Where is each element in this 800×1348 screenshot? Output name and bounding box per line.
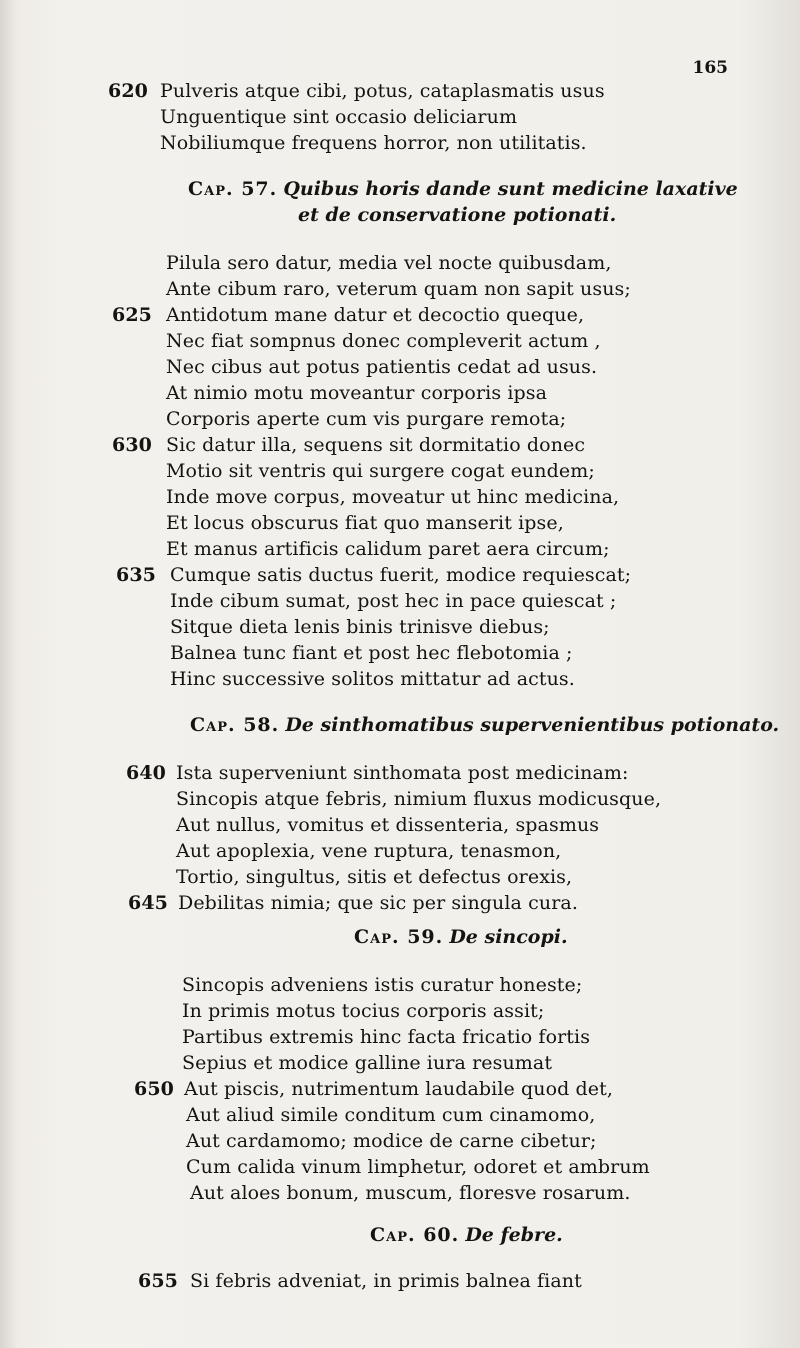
verse-line — [0, 666, 800, 692]
verse-line — [0, 328, 800, 354]
line-number: 655 — [138, 1270, 178, 1292]
verse-line — [0, 380, 800, 406]
line-number: 645 — [128, 892, 168, 914]
verse-line — [0, 250, 800, 276]
verse-line — [0, 1076, 800, 1102]
line-number: 630 — [112, 434, 152, 456]
chapter-number: Cap. 57. — [188, 178, 278, 200]
chapter-heading-continued — [298, 202, 800, 228]
verse-text: Aut aloes bonum, muscum, floresve rosarum. — [190, 1182, 631, 1204]
chapter-number: Cap. 59. — [354, 926, 444, 948]
verse-line — [0, 786, 800, 812]
chapter-heading — [354, 924, 800, 950]
verse-line — [0, 1180, 800, 1206]
line-number: 620 — [108, 80, 148, 102]
verse-line — [0, 614, 800, 640]
verse-text: Balnea tunc fiant et post hec flebotomia ; — [170, 642, 573, 664]
chapter-title-continued: et de conservatione potionati. — [298, 204, 617, 226]
chapter-number: Cap. 60. — [370, 1224, 460, 1246]
line-number: 640 — [126, 762, 166, 784]
verse-text: At nimio motu moveantur corporis ipsa — [166, 382, 548, 404]
line-number: 650 — [134, 1078, 174, 1100]
verse-text: Sincopis atque febris, nimium fluxus modicusque, — [176, 788, 662, 810]
verse-text: Tortio, singultus, sitis et defectus orexis, — [176, 866, 573, 888]
verse-text: Et locus obscurus fiat quo manserit ipse, — [166, 512, 564, 534]
line-number: 635 — [116, 564, 156, 586]
verse-line — [0, 130, 800, 156]
verse-text: Debilitas nimia; que sic per singula cura. — [178, 892, 578, 914]
verse-text: Sepius et modice galline iura resumat — [182, 1052, 553, 1074]
verse-text: Unguentique sint occasio deliciarum — [160, 106, 518, 128]
verse-line — [0, 838, 800, 864]
verse-line — [0, 864, 800, 890]
verse-text: Ante cibum raro, veterum quam non sapit usus; — [166, 278, 631, 300]
verse-line — [0, 1102, 800, 1128]
chapter-title: De sinthomatibus supervenientibus potionato. — [285, 714, 780, 736]
verse-line — [0, 302, 800, 328]
verse-line — [0, 458, 800, 484]
chapter-number: Cap. 58. — [190, 714, 280, 736]
verse-text: Sitque dieta lenis binis trinisve diebus; — [170, 616, 550, 638]
verse-line — [0, 890, 800, 916]
verse-line — [0, 78, 800, 104]
verse-line — [0, 406, 800, 432]
verse-text: Pilula sero datur, media vel nocte quibusdam, — [166, 252, 612, 274]
verse-line — [0, 104, 800, 130]
verse-text: Cumque satis ductus fuerit, modice requiescat; — [170, 564, 632, 586]
chapter-heading — [188, 176, 800, 202]
verse-text: Si febris adveniat, in primis balnea fiant — [190, 1270, 582, 1292]
verse-line — [0, 640, 800, 666]
verse-line — [0, 536, 800, 562]
verse-line — [0, 276, 800, 302]
verse-line — [0, 812, 800, 838]
verse-text: Aut aliud simile conditum cum cinamomo, — [186, 1104, 596, 1126]
chapter-title: De febre. — [465, 1224, 563, 1246]
verse-text: Aut piscis, nutrimentum laudabile quod det, — [184, 1078, 614, 1100]
chapter-title: Quibus horis dande sunt medicine laxative — [283, 178, 738, 200]
verse-text: Aut nullus, vomitus et dissenteria, spasmus — [176, 814, 600, 836]
verse-text: Aut apoplexia, vene ruptura, tenasmon, — [176, 840, 562, 862]
verse-line — [0, 1024, 800, 1050]
verse-line — [0, 1154, 800, 1180]
verse-text: Inde cibum sumat, post hec in pace quiescat ; — [170, 590, 617, 612]
verse-line — [0, 484, 800, 510]
verse-line — [0, 1050, 800, 1076]
verse-text: Ista superveniunt sinthomata post medicinam: — [176, 762, 629, 784]
verse-line — [0, 354, 800, 380]
verse-line — [0, 972, 800, 998]
verse-text: In primis motus tocius corporis assit; — [182, 1000, 545, 1022]
verse-text: Cum calida vinum limphetur, odoret et ambrum — [186, 1156, 650, 1178]
verse-text: Motio sit ventris qui surgere cogat eundem; — [166, 460, 595, 482]
chapter-heading — [190, 712, 800, 738]
verse-line — [0, 432, 800, 458]
verse-line — [0, 1268, 800, 1294]
verse-text: Pulveris atque cibi, potus, cataplasmatis usus — [160, 80, 605, 102]
verse-text: Sic datur illa, sequens sit dormitatio donec — [166, 434, 586, 456]
verse-line — [0, 998, 800, 1024]
verse-text: Aut cardamomo; modice de carne cibetur; — [186, 1130, 597, 1152]
verse-line — [0, 562, 800, 588]
verse-text: Nec fiat sompnus donec compleverit actum , — [166, 330, 601, 352]
verse-line — [0, 1128, 800, 1154]
verse-text: Inde move corpus, moveatur ut hinc medicina, — [166, 486, 620, 508]
chapter-title: De sincopi. — [449, 926, 568, 948]
verse-text: Antidotum mane datur et decoctio queque, — [166, 304, 585, 326]
verse-text: Corporis aperte cum vis purgare remota; — [166, 408, 567, 430]
verse-line — [0, 760, 800, 786]
verse-text: Hinc successive solitos mittatur ad actus. — [170, 668, 575, 690]
page-number: 165 — [692, 58, 728, 78]
verse-line — [0, 588, 800, 614]
verse-text: Sincopis adveniens istis curatur honeste; — [182, 974, 583, 996]
verse-text: Nobiliumque frequens horror, non utilitatis. — [160, 132, 587, 154]
verse-text: Et manus artificis calidum paret aera circum; — [166, 538, 610, 560]
verse-line — [0, 510, 800, 536]
line-number: 625 — [112, 304, 152, 326]
verse-text: Nec cibus aut potus patientis cedat ad usus. — [166, 356, 598, 378]
verse-text: Partibus extremis hinc facta fricatio fortis — [182, 1026, 591, 1048]
chapter-heading — [370, 1222, 800, 1248]
